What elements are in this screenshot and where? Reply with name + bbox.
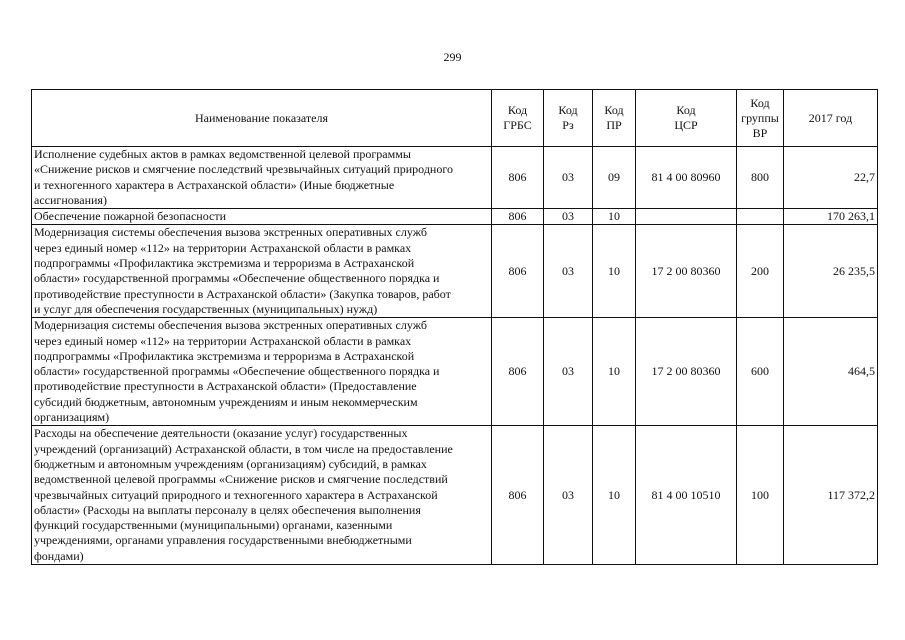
row-pr: 10 [593, 426, 636, 565]
row-csr: 17 2 00 80360 [636, 318, 737, 426]
row-vr [737, 209, 784, 225]
row-name: Обеспечение пожарной безопасности [32, 209, 492, 225]
row-name: Модернизация системы обеспечения вызова экстренных оперативных служб через единый номер «112» на территории Астраханской области в рамках подпрограммы «Профилактика экстремизма и терроризма в Астраханской области» государственной программы «Обеспечение общественного порядка и противодействие преступности в Астраханской области» (Закупка товаров, работ и услуг для обеспечения государственных (муниципальных) нужд) [32, 225, 492, 318]
row-amount: 464,5 [784, 318, 878, 426]
row-csr: 17 2 00 80360 [636, 225, 737, 318]
row-csr: 81 4 00 80960 [636, 147, 737, 209]
row-grbs: 806 [492, 426, 544, 565]
header-year: 2017 год [784, 90, 878, 147]
row-amount: 26 235,5 [784, 225, 878, 318]
row-pr: 09 [593, 147, 636, 209]
header-pr: Код ПР [593, 90, 636, 147]
row-grbs: 806 [492, 209, 544, 225]
header-grbs: Код ГРБС [492, 90, 544, 147]
budget-table [31, 89, 878, 565]
row-rz: 03 [544, 318, 593, 426]
row-grbs: 806 [492, 147, 544, 209]
row-pr: 10 [593, 209, 636, 225]
table-row [32, 318, 878, 426]
header-csr: Код ЦСР [636, 90, 737, 147]
row-grbs: 806 [492, 318, 544, 426]
table-row [32, 225, 878, 318]
header-rz: Код Рз [544, 90, 593, 147]
row-amount: 117 372,2 [784, 426, 878, 565]
row-csr: 81 4 00 10510 [636, 426, 737, 565]
row-name: Расходы на обеспечение деятельности (оказание услуг) государственных учреждений (организаций) Астраханской области, в том числе на предоставление бюджетным и автономным учреждениям (организациям) субсидий, в рамках ведомственной целевой программы «Снижение рисков и смягчение последствий чрезвычайных ситуаций природного и техногенного характера в Астраханской области» (Расходы на выплаты персоналу в целях обеспечения выполнения функций государственными (муниципальными) органами, казенными учреждениями, органами управления государственными внебюджетными фондами) [32, 426, 492, 565]
row-name: Исполнение судебных актов в рамках ведомственной целевой программы «Снижение рисков и смягчение последствий чрезвычайных ситуаций природного и техногенного характера в Астраханской области» (Иные бюджетные ассигнования) [32, 147, 492, 209]
table-row [32, 147, 878, 209]
row-vr: 800 [737, 147, 784, 209]
header-vr: Код группы ВР [737, 90, 784, 147]
table-row [32, 426, 878, 565]
row-vr: 100 [737, 426, 784, 565]
row-name: Модернизация системы обеспечения вызова экстренных оперативных служб через единый номер «112» на территории Астраханской области в рамках подпрограммы «Профилактика экстремизма и терроризма в Астраханской области» государственной программы «Обеспечение общественного порядка и противодействие преступности в Астраханской области» (Предоставление субсидий бюджетным, автономным учреждениям и иным некоммерческим организациям) [32, 318, 492, 426]
row-amount: 22,7 [784, 147, 878, 209]
row-grbs: 806 [492, 225, 544, 318]
row-amount: 170 263,1 [784, 209, 878, 225]
row-rz: 03 [544, 147, 593, 209]
row-rz: 03 [544, 225, 593, 318]
row-csr [636, 209, 737, 225]
row-vr: 200 [737, 225, 784, 318]
table-row [32, 209, 878, 225]
page-number: 299 [443, 50, 462, 64]
row-pr: 10 [593, 225, 636, 318]
row-rz: 03 [544, 209, 593, 225]
row-vr: 600 [737, 318, 784, 426]
header-name: Наименование показателя [32, 90, 492, 147]
row-rz: 03 [544, 426, 593, 565]
row-pr: 10 [593, 318, 636, 426]
table-header-row [32, 90, 878, 147]
